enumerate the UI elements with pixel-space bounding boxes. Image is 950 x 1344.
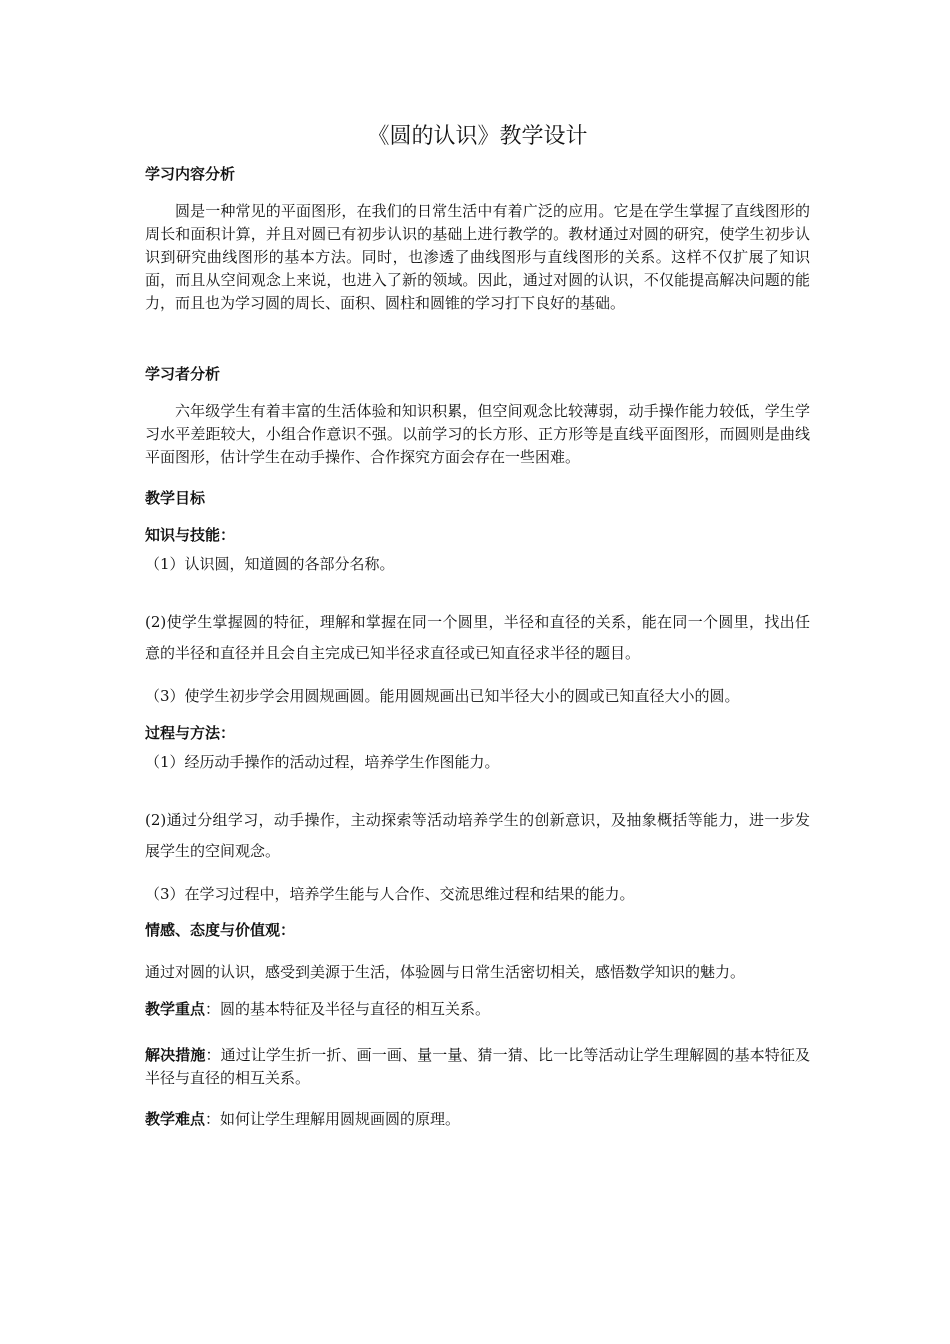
section-heading-learner-analysis: 学习者分析: [145, 365, 221, 383]
key-point-text: ：圆的基本特征及半径与直径的相互关系。: [205, 1000, 491, 1018]
document-title: 《圆的认识》教学设计: [367, 124, 588, 149]
section-heading-content-analysis: 学习内容分析: [145, 165, 236, 183]
knowledge-item-3: （3）使学生初步学会用圆规画圆。能用圆规画出已知半径大小的圆或已知直径大小的圆。: [145, 687, 740, 705]
knowledge-item-1: （1）认识圆，知道圆的各部分名称。: [145, 555, 395, 573]
measures-paragraph: [145, 1044, 810, 1090]
knowledge-item-2: (2)使学生掌握圆的特征，理解和掌握在同一个圆里，半径和直径的关系，能在同一个圆里，找出任意的半径和直径并且会自主完成已知半径求直径或已知直径求半径的题目。: [145, 613, 810, 662]
measures-label: 解决措施: [145, 1046, 206, 1064]
key-point-label: 教学重点: [145, 1000, 206, 1018]
learner-analysis-paragraph: 六年级学生有着丰富的生活体验和知识积累，但空间观念比较薄弱，动手操作能力较低，学生学习水平差距较大，小组合作意识不强。以前学习的长方形、正方形等是直线平面图形，而圆则是曲线平面图形，估计学生在动手操作、合作探究方面会存在一些困难。: [145, 402, 810, 466]
section-heading-objectives: 教学目标: [145, 489, 206, 507]
subheading-process-methods: 过程与方法：: [145, 724, 236, 742]
content-analysis-paragraph: 圆是一种常见的平面图形，在我们的日常生活中有着广泛的应用。它是在学生掌握了直线图形的周长和面积计算，并且对圆已有初步认识的基础上进行教学的。教材通过对圆的研究，使学生初步认识到研究曲线图形的基本方法。同时，也渗透了曲线图形与直线图形的关系。这样不仅扩展了知识面，而且从空间观念上来说，也进入了新的领域。因此，通过对圆的认识，不仅能提高解决问题的能力，而且也为学习圆的周长、面积、圆柱和圆锥的学习打下良好的基础。: [145, 202, 810, 312]
key-point-line: [145, 998, 810, 1020]
subheading-knowledge-skills: 知识与技能：: [145, 526, 236, 544]
document-page: [145, 0, 810, 1344]
process-item-3: （3）在学习过程中，培养学生能与人合作、交流思维过程和结果的能力。: [145, 885, 635, 903]
measures-text: ：通过让学生折一折、画一画、量一量、猜一猜、比一比等活动让学生理解圆的基本特征及半径与直径的相互关系。: [145, 1046, 810, 1087]
process-item-2: (2)通过分组学习，动手操作，主动探索等活动培养学生的创新意识，及抽象概括等能力，进一步发展学生的空间观念。: [145, 811, 810, 860]
difficulty-label: 教学难点: [145, 1110, 206, 1128]
difficulty-line: [145, 1108, 810, 1130]
process-item-1: （1）经历动手操作的活动过程，培养学生作图能力。: [145, 753, 500, 771]
subheading-emotion-values: 情感、态度与价值观：: [145, 921, 296, 939]
emotion-paragraph: 通过对圆的认识，感受到美源于生活，体验圆与日常生活密切相关，感悟数学知识的魅力。: [145, 963, 746, 981]
difficulty-text: ：如何让学生理解用圆规画圆的原理。: [205, 1110, 461, 1128]
